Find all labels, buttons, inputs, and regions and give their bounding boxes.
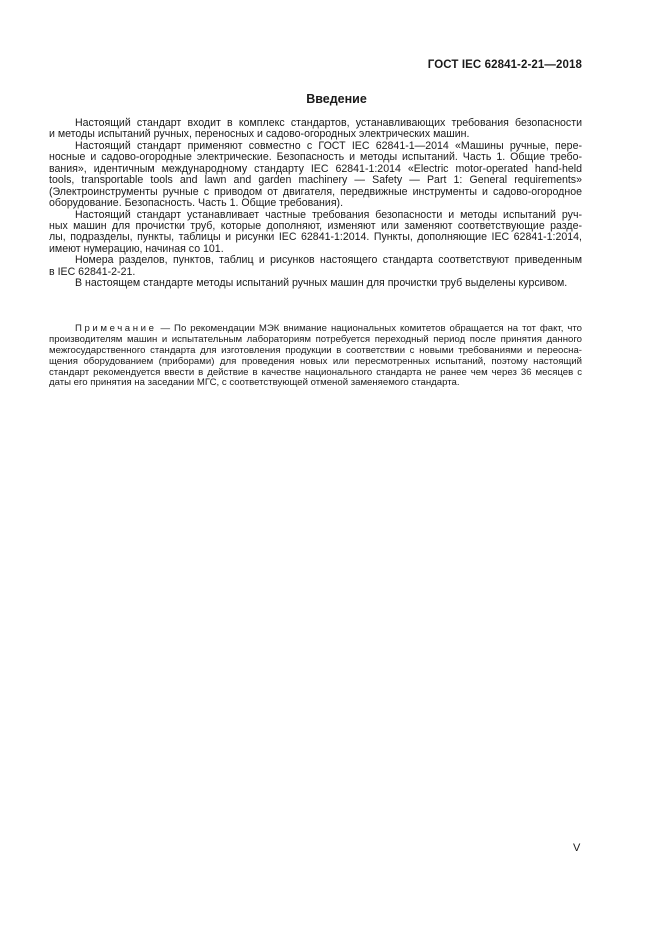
body-line: лы, подразделы, пункты, таблицы и рисунки IEC 62841-1:2014. Пункты, дополняющие IEC 62841-1:2014, <box>49 231 582 244</box>
body-line: оборудование. Безопасность. Часть 1. Общие требования). <box>49 197 344 210</box>
body-line: вания», идентичным международному стандарту IEC 62841-1:2014 «Electric motor-operated hand-held <box>49 162 582 175</box>
body-line: Настоящий стандарт устанавливает частные требования безопасности и методы испытаний руч- <box>75 208 582 221</box>
body-line: в IEC 62841-2-21. <box>49 265 136 278</box>
note-line: межгосударственного стандарта для изготовления продукции в соответствии с новыми требованиями и переосна- <box>49 344 582 356</box>
body-line: Номера разделов, пунктов, таблиц и рисунков настоящего стандарта соответствуют приведенным <box>75 254 582 267</box>
body-line: В настоящем стандарте методы испытаний ручных машин для прочистки труб выделены курсивом. <box>75 277 568 290</box>
introduction-body <box>49 118 582 290</box>
body-line: tools, transportable tools and lawn and garden machinery — Safety — Part 1: General requirements» <box>49 174 582 187</box>
note-line: стандарт рекомендуется ввести в действие в качестве национального стандарта не ранее чем через 36 месяцев с <box>49 366 582 378</box>
note-dash: — <box>156 323 175 334</box>
body-line: Настоящий стандарт входит в комплекс стандартов, устанавливающих требования безопасности <box>75 117 582 129</box>
note-block <box>49 324 582 389</box>
body-line: Настоящий стандарт применяют совместно с ГОСТ IEC 62841-1—2014 «Машины ручные, пере- <box>75 139 582 152</box>
body-line: (Электроинструменты ручные с приводом от двигателя, передвижные инструменты и садово-огородное <box>49 185 582 198</box>
note-line: даты его принятия на заседании МГС, с соответствующей отменой заменяемого стандарта. <box>49 377 460 389</box>
body-line: имеют нумерацию, начиная со 101. <box>49 242 224 255</box>
body-line: носные и садово-огородные электрические. Безопасность и методы испытаний. Часть 1. Общие требо- <box>49 151 582 164</box>
body-line: и методы испытаний ручных, переносных и садово-огородных электрических машин. <box>49 128 470 141</box>
note-line: производителям машин и испытательным лабораториям потребуется переходный период после принятия данного <box>49 333 582 345</box>
body-line: ных машин для прочистки труб, которые дополняют, изменяют или заменяют соответствующие разде- <box>49 219 582 232</box>
standard-code-header: ГОСТ IEC 62841-2-21—2018 <box>427 59 582 71</box>
note-text: По рекомендации МЭК внимание национальных комитетов обращается на тот факт, что <box>174 323 582 334</box>
note-line: щения оборудованием (приборами) для проведения новых или пересмотренных испытаний, поэтому настоящий <box>49 355 582 367</box>
section-title: Введение <box>306 92 367 106</box>
note-label: Примечание <box>75 323 157 334</box>
page-number: V <box>573 842 581 854</box>
